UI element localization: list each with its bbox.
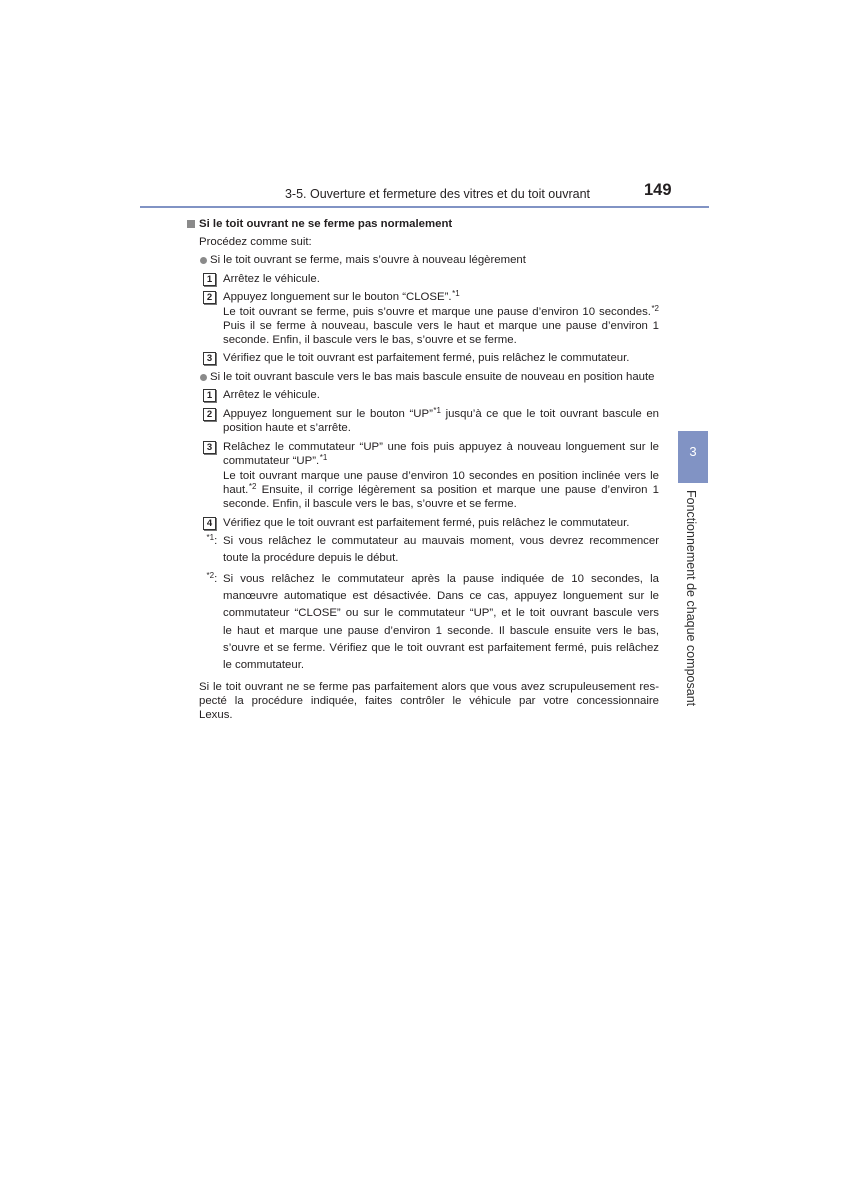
chapter-number: 3 bbox=[689, 444, 697, 459]
footnote-line: toute la procédure depuis le début. bbox=[223, 552, 399, 564]
round-bullet-icon bbox=[200, 257, 207, 264]
header-divider bbox=[140, 206, 709, 208]
line-text: Relâchez le commutateur “UP” une fois puis appuyez à nouveau longuement sur le bbox=[223, 441, 659, 453]
step-number-badge: 1 bbox=[203, 273, 216, 286]
footnote-line: manœuvre automatique est désactivée. Dans ce cas, appuyez longuement sur le bbox=[223, 590, 659, 602]
step-number-badge: 3 bbox=[203, 441, 216, 454]
footnote-line: Si vous relâchez le commutateur après la pause indiquée de 10 secondes, la bbox=[223, 573, 659, 585]
footnote-ref: *1 bbox=[452, 288, 460, 298]
step-text-line bbox=[223, 272, 659, 286]
line-text: Arrêtez le véhicule. bbox=[223, 273, 320, 285]
footnote-marker-punct: : bbox=[214, 573, 218, 585]
closing-paragraph-line: Si le toit ouvrant ne se ferme pas parfaitement alors que vous avez scrupuleusement res- bbox=[199, 681, 659, 693]
step-text-line bbox=[223, 333, 659, 347]
intro-text: Procédez comme suit: bbox=[199, 236, 312, 248]
closing-paragraph-line: pecté la procédure indiquée, faites contrôler le véhicule par votre concessionnaire bbox=[199, 695, 659, 707]
footnote-marker bbox=[206, 534, 217, 548]
step-text-line bbox=[223, 407, 659, 421]
line-text: Puis il se ferme à nouveau, bascule vers le haut et marque une pause d’environ 1 bbox=[223, 320, 659, 332]
case-title: Si le toit ouvrant bascule vers le bas mais bascule ensuite de nouveau en position haute bbox=[210, 371, 655, 383]
footnote-marker-symbol: *2 bbox=[206, 570, 215, 580]
line-text: Appuyez longuement sur le bouton “UP” bbox=[223, 408, 433, 420]
step-text-line bbox=[223, 469, 659, 483]
step-text-line bbox=[223, 483, 659, 497]
step-text-line bbox=[223, 440, 659, 454]
footnote-ref: *2 bbox=[651, 303, 659, 313]
line-text: Le toit ouvrant marque une pause d’environ 10 secondes en position inclinée vers le bbox=[223, 470, 659, 482]
step-text-line bbox=[223, 421, 659, 435]
footnote-line: s’ouvre et se ferme. Vérifiez que le toit ouvrant est parfaitement fermé, puis relâchez bbox=[223, 642, 659, 654]
chapter-title: Fonctionnement de chaque composant bbox=[684, 490, 698, 707]
chapter-tab bbox=[678, 431, 708, 483]
case-title: Si le toit ouvrant se ferme, mais s’ouvre à nouveau légèrement bbox=[210, 254, 526, 266]
line-text: Le toit ouvrant se ferme, puis s’ouvre et marque une pause d’environ 10 secondes. bbox=[223, 306, 651, 318]
step-number-badge: 2 bbox=[203, 291, 216, 304]
step-text-line bbox=[223, 319, 659, 333]
section-title: 3-5. Ouverture et fermeture des vitres et du toit ouvrant bbox=[284, 187, 590, 201]
line-text: commutateur “UP”. bbox=[223, 455, 320, 467]
square-bullet-icon bbox=[187, 220, 195, 228]
closing-paragraph-line: Lexus. bbox=[199, 709, 233, 721]
step-text-line bbox=[223, 388, 659, 402]
line-text: Appuyez longuement sur le bouton “CLOSE”. bbox=[223, 291, 452, 303]
step-text-line bbox=[223, 516, 659, 530]
footnote-marker bbox=[206, 572, 217, 586]
footnote-line: le haut et marque une pause d’environ 1 seconde. Il bascule ensuite vers le bas, bbox=[223, 625, 659, 637]
step-number-badge: 4 bbox=[203, 517, 216, 530]
line-text: Vérifiez que le toit ouvrant est parfaitement fermé, puis relâchez le commutateur. bbox=[223, 352, 630, 364]
step-text-line bbox=[223, 305, 659, 319]
footnote-line: le commutateur. bbox=[223, 659, 305, 671]
step-text-line bbox=[223, 497, 659, 511]
line-text: Arrêtez le véhicule. bbox=[223, 389, 320, 401]
footnote-line: commutateur “CLOSE” ou sur le commutateur “UP”, et le toit ouvrant bascule vers bbox=[223, 607, 659, 619]
footnote-ref: *1 bbox=[319, 452, 328, 462]
line-text: seconde. Enfin, il bascule vers le bas, s’ouvre et se ferme. bbox=[223, 498, 517, 510]
step-number-badge: 2 bbox=[203, 408, 216, 421]
footnote-marker-punct: : bbox=[214, 535, 218, 547]
step-number-badge: 1 bbox=[203, 389, 216, 402]
line-text: Vérifiez que le toit ouvrant est parfaitement fermé, puis relâchez le commutateur. bbox=[223, 517, 630, 529]
footnote-ref: *1 bbox=[433, 405, 441, 415]
footnote-marker-symbol: *1 bbox=[206, 532, 215, 542]
step-text-line bbox=[223, 454, 659, 468]
step-number-badge: 3 bbox=[203, 352, 216, 365]
page-number: 149 bbox=[644, 181, 672, 199]
step-text-line bbox=[223, 290, 659, 304]
footnote-line: Si vous relâchez le commutateur au mauvais moment, vous devrez recommencer bbox=[223, 535, 659, 547]
line-text: Ensuite, il corrige légèrement sa position et marque une pause d’environ 1 bbox=[256, 484, 659, 496]
round-bullet-icon bbox=[200, 374, 207, 381]
line-text: jusqu’à ce que le toit ouvrant bascule en bbox=[440, 408, 660, 420]
footnote-ref: *2 bbox=[248, 481, 257, 491]
line-text: seconde. Enfin, il bascule vers le bas, s’ouvre et se ferme. bbox=[223, 334, 517, 346]
line-text: position haute et s’arrête. bbox=[223, 422, 351, 434]
step-text-line bbox=[223, 351, 659, 365]
section-heading: Si le toit ouvrant ne se ferme pas normalement bbox=[199, 218, 453, 230]
line-text: haut. bbox=[223, 484, 249, 496]
